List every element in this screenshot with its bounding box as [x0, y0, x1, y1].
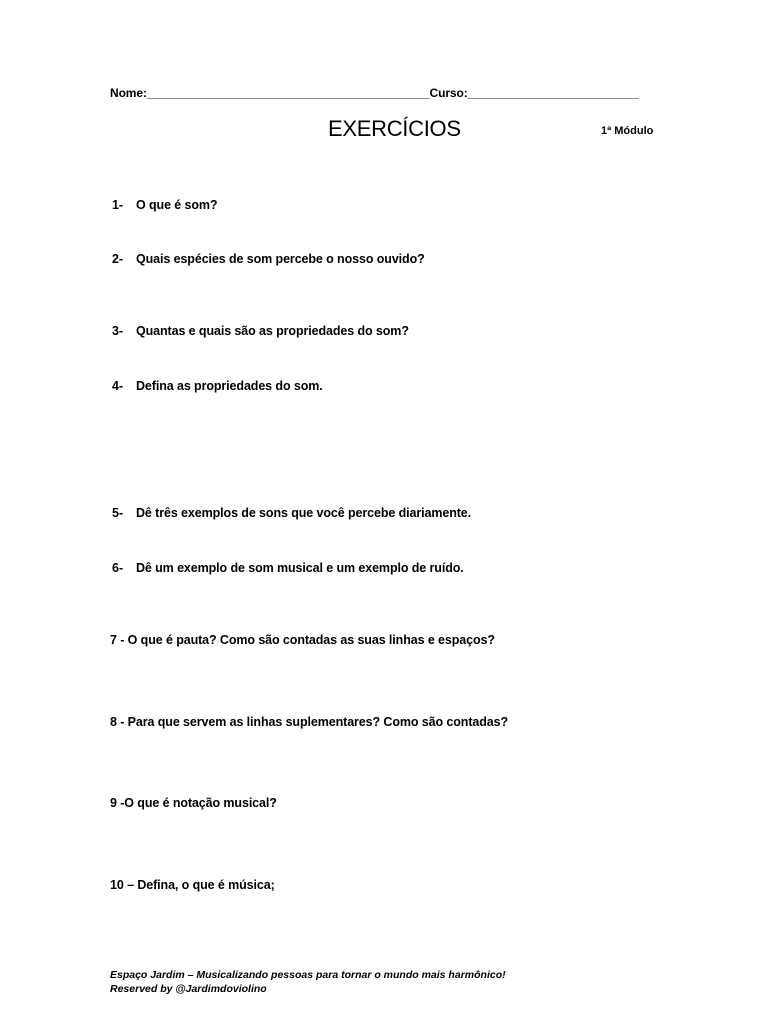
- footer-credit: Reserved by @Jardimdoviolino: [110, 983, 267, 995]
- question-4: [112, 379, 323, 393]
- header-fields: [110, 86, 639, 100]
- footer-tagline: Espaço Jardim – Musicalizando pessoas para tornar o mundo mais harmônico!: [110, 969, 506, 981]
- question-number: 2-: [112, 252, 123, 266]
- page-title: EXERCÍCIOS: [328, 116, 461, 141]
- course-blank-line: __________________________: [467, 86, 639, 100]
- question-1: [112, 198, 217, 212]
- question-text: O que é som?: [136, 198, 218, 212]
- module-label: 1ª Módulo: [601, 125, 654, 137]
- course-label: Curso:: [429, 86, 468, 100]
- question-text: Dê três exemplos de sons que você percebe diariamente.: [136, 506, 472, 520]
- question-text: Dê um exemplo de som musical e um exemplo de ruído.: [136, 561, 464, 575]
- question-number: 9 -: [110, 796, 125, 810]
- question-number: 3-: [112, 324, 123, 338]
- question-10: [110, 878, 275, 892]
- question-number: 6-: [112, 561, 123, 575]
- question-5: [112, 506, 471, 520]
- question-number: 4-: [112, 379, 123, 393]
- question-number: 8 -: [110, 715, 125, 729]
- question-text: Para que servem as linhas suplementares? Como são contadas?: [127, 715, 509, 729]
- question-text: Quais espécies de som percebe o nosso ouvido?: [136, 252, 425, 266]
- question-text: Defina, o que é música;: [137, 878, 275, 892]
- question-text: Defina as propriedades do som.: [136, 379, 323, 393]
- question-7: [110, 633, 495, 647]
- footer: [110, 968, 506, 996]
- name-blank-line: ___________________________________________: [146, 86, 430, 100]
- question-number: 1-: [112, 198, 123, 212]
- question-number: 5-: [112, 506, 123, 520]
- question-8: [110, 715, 508, 729]
- name-label: Nome:: [110, 86, 147, 100]
- question-9: [110, 796, 277, 810]
- question-2: [112, 252, 425, 266]
- question-number: 7 -: [110, 633, 125, 647]
- question-number: 10 –: [110, 878, 134, 892]
- question-6: [112, 561, 464, 575]
- question-text: O que é pauta? Como são contadas as suas linhas e espaços?: [127, 633, 495, 647]
- question-text: Quantas e quais são as propriedades do som?: [136, 324, 409, 338]
- question-3: [112, 324, 409, 338]
- question-text: O que é notação musical?: [124, 796, 277, 810]
